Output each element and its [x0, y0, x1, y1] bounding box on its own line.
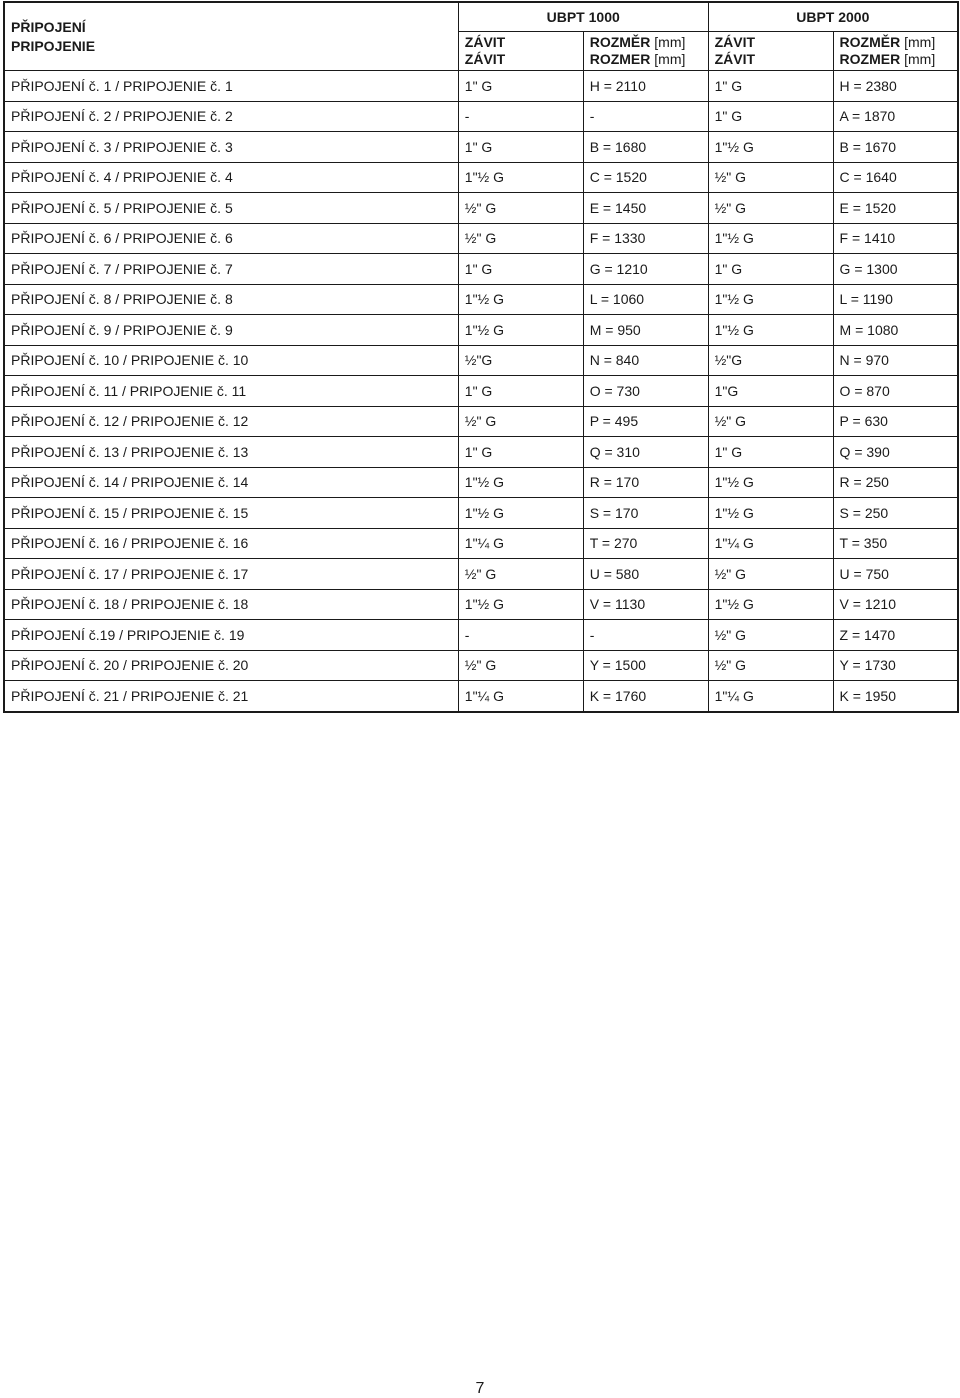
- table-row: [4, 406, 958, 437]
- table-row: [4, 132, 958, 163]
- connection-spec-table: [3, 1, 959, 713]
- connection-name-cell: PŘIPOJENÍ č. 5 / PRIPOJENIE č. 5: [4, 193, 458, 224]
- size-1000-cell: C = 1520: [583, 162, 708, 193]
- size-2000-cell: O = 870: [833, 376, 958, 407]
- size-1000-cell: U = 580: [583, 559, 708, 590]
- thread-2000-cell: 1"½ G: [708, 132, 833, 163]
- size-1000-cell: V = 1130: [583, 589, 708, 620]
- thread-1000-cell: 1" G: [458, 376, 583, 407]
- table-row: [4, 528, 958, 559]
- thread-1000-cell: 1"½ G: [458, 315, 583, 346]
- thread-1000-cell: 1" G: [458, 71, 583, 102]
- connection-label-sk: PRIPOJENIE: [11, 37, 96, 54]
- table-row: [4, 162, 958, 193]
- connection-name-cell: PŘIPOJENÍ č. 7 / PRIPOJENIE č. 7: [4, 254, 458, 285]
- thread-2000-cell: ½" G: [708, 162, 833, 193]
- thread-header-2000: ZÁVIT ZÁVIT: [708, 32, 833, 71]
- table-row: [4, 437, 958, 468]
- thread-1000-cell: ½" G: [458, 193, 583, 224]
- table-row: [4, 498, 958, 529]
- table-row: [4, 620, 958, 651]
- connection-name-cell: PŘIPOJENÍ č.19 / PRIPOJENIE č. 19: [4, 620, 458, 651]
- thread-1000-cell: 1"¼ G: [458, 681, 583, 712]
- thread-2000-cell: 1" G: [708, 101, 833, 132]
- thread-1000-cell: 1"½ G: [458, 589, 583, 620]
- thread-2000-cell: 1"½ G: [708, 467, 833, 498]
- connection-name-cell: PŘIPOJENÍ č. 18 / PRIPOJENIE č. 18: [4, 589, 458, 620]
- connection-name-cell: PŘIPOJENÍ č. 2 / PRIPOJENIE č. 2: [4, 101, 458, 132]
- connection-name-cell: PŘIPOJENÍ č. 14 / PRIPOJENIE č. 14: [4, 467, 458, 498]
- thread-2000-cell: ½" G: [708, 620, 833, 651]
- thread-header-1000: ZÁVIT ZÁVIT: [458, 32, 583, 71]
- size-2000-cell: A = 1870: [833, 101, 958, 132]
- connection-name-cell: PŘIPOJENÍ č. 12 / PRIPOJENIE č. 12: [4, 406, 458, 437]
- thread-2000-cell: ½" G: [708, 406, 833, 437]
- size-2000-cell: C = 1640: [833, 162, 958, 193]
- size-1000-cell: -: [583, 101, 708, 132]
- size-1000-cell: E = 1450: [583, 193, 708, 224]
- size-2000-cell: P = 630: [833, 406, 958, 437]
- size-2000-cell: G = 1300: [833, 254, 958, 285]
- thread-2000-cell: 1"½ G: [708, 589, 833, 620]
- connection-column-header: [4, 2, 458, 71]
- size-1000-cell: O = 730: [583, 376, 708, 407]
- thread-1000-cell: ½" G: [458, 559, 583, 590]
- connection-name-cell: PŘIPOJENÍ č. 4 / PRIPOJENIE č. 4: [4, 162, 458, 193]
- thread-2000-cell: 1" G: [708, 254, 833, 285]
- size-1000-cell: H = 2110: [583, 71, 708, 102]
- size-2000-cell: K = 1950: [833, 681, 958, 712]
- size-2000-cell: S = 250: [833, 498, 958, 529]
- connection-name-cell: PŘIPOJENÍ č. 9 / PRIPOJENIE č. 9: [4, 315, 458, 346]
- size-2000-cell: L = 1190: [833, 284, 958, 315]
- table-row: [4, 345, 958, 376]
- size-1000-cell: F = 1330: [583, 223, 708, 254]
- size-2000-cell: V = 1210: [833, 589, 958, 620]
- table-row: [4, 650, 958, 681]
- thread-2000-cell: 1"½ G: [708, 315, 833, 346]
- table-row: [4, 101, 958, 132]
- thread-1000-cell: ½"G: [458, 345, 583, 376]
- thread-1000-cell: 1"½ G: [458, 162, 583, 193]
- table-row: [4, 223, 958, 254]
- size-2000-cell: Q = 390: [833, 437, 958, 468]
- table-row: [4, 284, 958, 315]
- size-1000-cell: Y = 1500: [583, 650, 708, 681]
- table-row: [4, 559, 958, 590]
- size-2000-cell: M = 1080: [833, 315, 958, 346]
- thread-2000-cell: 1" G: [708, 437, 833, 468]
- connection-name-cell: PŘIPOJENÍ č. 1 / PRIPOJENIE č. 1: [4, 71, 458, 102]
- thread-1000-cell: 1" G: [458, 132, 583, 163]
- table-row: [4, 254, 958, 285]
- table-row: [4, 71, 958, 102]
- thread-1000-cell: ½" G: [458, 223, 583, 254]
- thread-1000-cell: 1"½ G: [458, 498, 583, 529]
- thread-1000-cell: 1"½ G: [458, 284, 583, 315]
- size-2000-cell: H = 2380: [833, 71, 958, 102]
- thread-2000-cell: 1"G: [708, 376, 833, 407]
- connection-name-cell: PŘIPOJENÍ č. 8 / PRIPOJENIE č. 8: [4, 284, 458, 315]
- size-2000-cell: Z = 1470: [833, 620, 958, 651]
- size-header-2000: ROZMĚR [mm] ROZMER [mm]: [833, 32, 958, 71]
- size-2000-cell: Y = 1730: [833, 650, 958, 681]
- table-row: [4, 193, 958, 224]
- connection-name-cell: PŘIPOJENÍ č. 17 / PRIPOJENIE č. 17: [4, 559, 458, 590]
- size-1000-cell: R = 170: [583, 467, 708, 498]
- size-2000-cell: F = 1410: [833, 223, 958, 254]
- thread-1000-cell: ½" G: [458, 650, 583, 681]
- size-1000-cell: G = 1210: [583, 254, 708, 285]
- size-2000-cell: B = 1670: [833, 132, 958, 163]
- thread-2000-cell: 1"¼ G: [708, 681, 833, 712]
- size-header-1000: ROZMĚR [mm] ROZMER [mm]: [583, 32, 708, 71]
- thread-2000-cell: 1" G: [708, 71, 833, 102]
- size-2000-cell: T = 350: [833, 528, 958, 559]
- header-row-groups: [4, 2, 958, 32]
- size-1000-cell: K = 1760: [583, 681, 708, 712]
- thread-2000-cell: ½" G: [708, 650, 833, 681]
- thread-2000-cell: 1"½ G: [708, 223, 833, 254]
- thread-1000-cell: -: [458, 101, 583, 132]
- thread-2000-cell: ½"G: [708, 345, 833, 376]
- size-1000-cell: -: [583, 620, 708, 651]
- thread-1000-cell: 1"¼ G: [458, 528, 583, 559]
- size-1000-cell: L = 1060: [583, 284, 708, 315]
- table-row: [4, 376, 958, 407]
- size-1000-cell: P = 495: [583, 406, 708, 437]
- size-1000-cell: N = 840: [583, 345, 708, 376]
- thread-2000-cell: ½" G: [708, 559, 833, 590]
- size-1000-cell: B = 1680: [583, 132, 708, 163]
- connection-name-cell: PŘIPOJENÍ č. 11 / PRIPOJENIE č. 11: [4, 376, 458, 407]
- size-2000-cell: R = 250: [833, 467, 958, 498]
- table-row: [4, 467, 958, 498]
- table-row: [4, 315, 958, 346]
- thread-1000-cell: 1" G: [458, 437, 583, 468]
- page-number: 7: [475, 1380, 485, 1397]
- connection-name-cell: PŘIPOJENÍ č. 15 / PRIPOJENIE č. 15: [4, 498, 458, 529]
- size-2000-cell: N = 970: [833, 345, 958, 376]
- table-row: [4, 589, 958, 620]
- thread-1000-cell: -: [458, 620, 583, 651]
- size-1000-cell: M = 950: [583, 315, 708, 346]
- size-2000-cell: U = 750: [833, 559, 958, 590]
- connection-name-cell: PŘIPOJENÍ č. 6 / PRIPOJENIE č. 6: [4, 223, 458, 254]
- group-header-ubpt-2000: UBPT 2000: [708, 2, 958, 32]
- thread-1000-cell: ½" G: [458, 406, 583, 437]
- thread-1000-cell: 1"½ G: [458, 467, 583, 498]
- size-1000-cell: Q = 310: [583, 437, 708, 468]
- group-header-ubpt-1000: UBPT 1000: [458, 2, 708, 32]
- connection-name-cell: PŘIPOJENÍ č. 16 / PRIPOJENIE č. 16: [4, 528, 458, 559]
- size-1000-cell: S = 170: [583, 498, 708, 529]
- table-body: [4, 71, 958, 712]
- connection-name-cell: PŘIPOJENÍ č. 10 / PRIPOJENIE č. 10: [4, 345, 458, 376]
- thread-2000-cell: 1"½ G: [708, 284, 833, 315]
- thread-2000-cell: 1"¼ G: [708, 528, 833, 559]
- thread-1000-cell: 1" G: [458, 254, 583, 285]
- size-2000-cell: E = 1520: [833, 193, 958, 224]
- connection-name-cell: PŘIPOJENÍ č. 13 / PRIPOJENIE č. 13: [4, 437, 458, 468]
- connection-name-cell: PŘIPOJENÍ č. 20 / PRIPOJENIE č. 20: [4, 650, 458, 681]
- connection-name-cell: PŘIPOJENÍ č. 3 / PRIPOJENIE č. 3: [4, 132, 458, 163]
- size-1000-cell: T = 270: [583, 528, 708, 559]
- thread-2000-cell: 1"½ G: [708, 498, 833, 529]
- connection-label-cz: PŘIPOJENÍ: [11, 18, 86, 35]
- thread-2000-cell: ½" G: [708, 193, 833, 224]
- table-row: [4, 681, 958, 712]
- connection-name-cell: PŘIPOJENÍ č. 21 / PRIPOJENIE č. 21: [4, 681, 458, 712]
